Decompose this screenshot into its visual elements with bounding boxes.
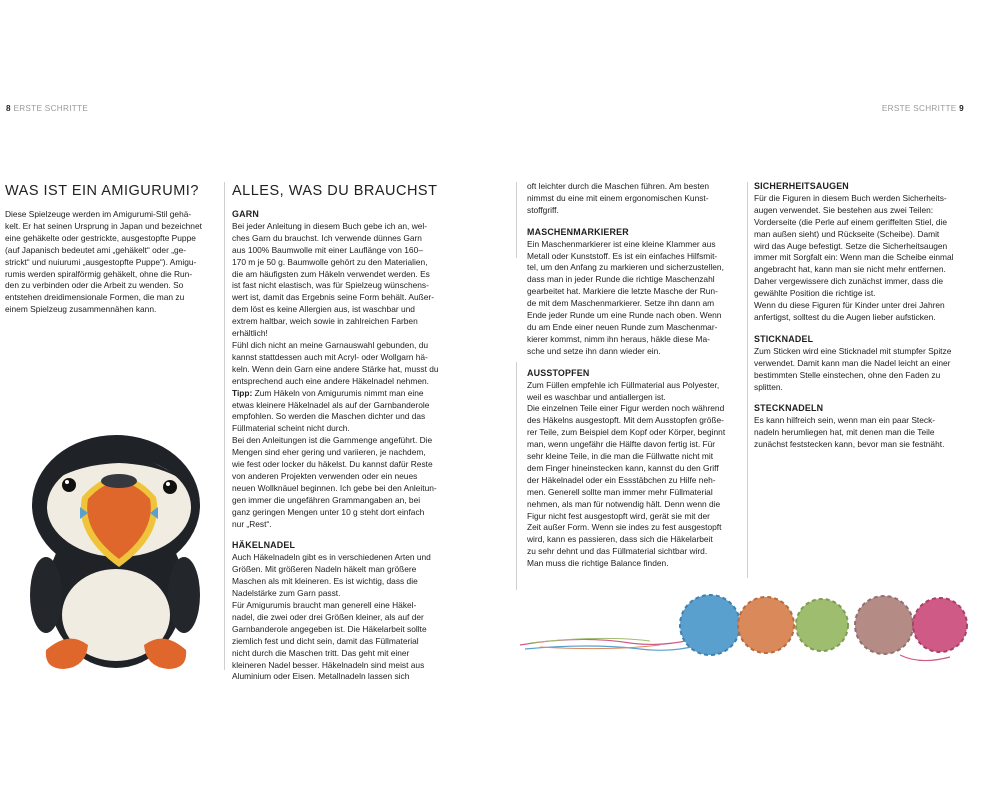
- text-line: weil es waschbar und antiallergen ist.: [527, 391, 666, 402]
- running-head-right: [882, 104, 964, 113]
- text-line: oft leichter durch die Maschen führen. Am besten: [527, 181, 710, 191]
- text-line: nimmst du eine mit einem ergonomischen Kunst-: [527, 192, 709, 203]
- text-line: Daher vergewissere dich zunächst immer, dass die: [754, 276, 943, 287]
- text-line: Vorderseite (die Perle auf einem geriffelten Stiel, die: [754, 216, 948, 227]
- text-line: man, wenn ungefähr die Hälfte davon fertig ist. Für: [527, 439, 716, 450]
- text-line: wert ist, damit das Ergebnis seine Form behält. Außer-: [232, 292, 435, 303]
- text-line: Füllmaterial scheint nicht durch.: [232, 423, 350, 434]
- text-line: Maschen als mit kleineren. Es ist wichtig, dass die: [232, 576, 418, 587]
- text-line: nadel, die zwei oder drei Größen kleiner, als auf der: [232, 611, 424, 622]
- text-line: kelt. Er hat seinen Ursprung in Japan und bezeichnet: [5, 220, 202, 231]
- subheading-ausstopfen: AUSSTOPFEN: [527, 367, 590, 378]
- text-line: (auf Japanisch bedeutet ami „gehäkelt“ oder „ge-: [5, 244, 187, 255]
- tipp-rest: [232, 400, 446, 531]
- section-heading-alles: ALLES, WAS DU BRAUCHST: [232, 183, 438, 199]
- text-line: angebracht hat, kann man sie nicht mehr entfernen.: [754, 264, 946, 275]
- tipp-label: Tipp:: [232, 387, 253, 398]
- text-line: ziemlich fest und dicht sein, damit das Füllmaterial: [232, 635, 419, 646]
- text-line: stoffgriff.: [527, 204, 559, 215]
- text-line: dass man in jeder Runde die richtige Maschenzahl: [527, 274, 715, 285]
- column-divider: [516, 362, 517, 590]
- text-line: Bei jeder Anleitung in diesem Buch gebe ich an, wel-: [232, 220, 428, 231]
- text-line: sehr kleine Teile, in die man die Füllwatte nicht mit: [527, 451, 714, 462]
- text-line: strickt“ und nuiurumi „ausgestopfte Puppe“). Amigu-: [5, 256, 197, 267]
- text-line: Metall oder Kunststoff. Es ist ein einfaches Hilfsmit-: [527, 250, 718, 261]
- subheading-sticknadel: STICKNADEL: [754, 333, 814, 344]
- text-line: immer mit Sorgfalt ein: Wenn man die Scheibe einmal: [754, 252, 954, 263]
- text-line: Ein Maschenmarkierer ist eine kleine Klammer aus: [527, 238, 716, 249]
- text-line: Die einzelnen Teile einer Figur werden noch während: [527, 403, 725, 414]
- text-line: wie fest oder locker du häkelst. Du kannst dafür Reste: [232, 459, 433, 470]
- text-line: Für Amigurumis braucht man generell eine Häkel-: [232, 600, 417, 610]
- text-line: augen verwendet. Sie bestehen aus zwei Teilen:: [754, 204, 934, 215]
- text-line: rer Teile, zum Beispiel dem Kopf oder Körper, beginnt: [527, 427, 726, 438]
- sticknadel-paragraph: [754, 346, 968, 394]
- text-line: zunächst feststecken kann, bevor man sie festnäht.: [754, 439, 945, 450]
- text-line: nicht durch die Maschen tritt. Das geht mit einer: [232, 647, 410, 658]
- tipp-paragraph: [232, 388, 446, 531]
- paragraph-gap: [527, 358, 741, 368]
- stecknadeln-paragraph: [754, 415, 968, 451]
- text-line: kannst stattdessen auch mit Acryl- oder Wollgarn hä-: [232, 351, 428, 362]
- column-alles: [232, 180, 446, 683]
- text-line: zu sehr dehnt und das Füllmaterial sichtbar wird.: [527, 546, 708, 557]
- text-line: wird, kann es passieren, dass sich die Häkelarbeit: [527, 534, 713, 545]
- text-line: entsprechend auch eine andere Häkelnadel nehmen.: [232, 375, 429, 386]
- text-line: dem Finger hineinstecken kann, kannst du den Griff: [527, 462, 719, 473]
- yarn-balls-photo: [520, 585, 980, 685]
- subheading-sicherheitsaugen: SICHERHEITSAUGEN: [754, 181, 849, 191]
- text-line: gen immer die ungefähren Grammangaben an, bei: [232, 494, 421, 505]
- sicherheitsaugen-paragraph: [754, 193, 968, 324]
- text-line: splitten.: [754, 381, 783, 392]
- text-line: einem Spielzeug zusammennähen kann.: [5, 304, 157, 315]
- running-head-left: [6, 104, 88, 113]
- text-line: ist fast nicht elastisch, was für Spielzeug wünschens-: [232, 280, 429, 291]
- column-maschenmarkierer: [527, 181, 741, 570]
- text-line: von anderen Projekten verwenden oder ein neues: [232, 470, 418, 481]
- running-title-left: ERSTE SCHRITTE: [13, 104, 89, 113]
- text-line: den zu verbinden oder die Arbeit zu wenden. So: [5, 280, 184, 291]
- puffin-amigurumi-photo: [24, 425, 214, 675]
- text-line: tel, um den Anfang zu markieren und sicherzustellen,: [527, 262, 724, 273]
- text-line: Zum Füllen empfehle ich Füllmaterial aus Polyester,: [527, 379, 720, 390]
- amigurumi-paragraph: [5, 209, 218, 316]
- ausstopfen-paragraph: [527, 380, 741, 571]
- text-line: neuen Wollknäuel beginnen. Ich gebe bei den Anleitun-: [232, 482, 437, 493]
- text-line: extrem haltbar, weich sowie in zahlreichen Farben: [232, 316, 418, 327]
- text-line: Zum Sticken wird eine Sticknadel mit stumpfer Spitze: [754, 345, 952, 356]
- text-line: nur „Rest“.: [232, 518, 272, 529]
- text-line: dem löst es keine Allergien aus, ist waschbar und: [232, 304, 415, 315]
- column-sicherheitsaugen: [754, 181, 968, 451]
- text-line: Auch Häkelnadeln gibt es in verschiedenen Arten und: [232, 552, 431, 563]
- text-line: Figur nicht fest ausgestopft wird, gerät sie mit der: [527, 510, 710, 521]
- page-number-left: 8: [6, 104, 11, 113]
- text-line: 170 m je 50 g. Baumwolle gehört zu den Materialien,: [232, 256, 428, 267]
- text-line: des Häkelns ausgestopft. Mit dem Ausstopfen größe-: [527, 415, 724, 426]
- text-line: keln. Wenn dein Garn eine andere Stärke hat, musst du: [232, 363, 439, 374]
- text-line: kierer kommst, nimm ihn heraus, häkle diese Ma-: [527, 333, 710, 344]
- text-line: ganz geringen Mengen unter 10 g steht dort einfach: [232, 506, 425, 517]
- text-line: aus 100% Baumwolle mit einer Lauflänge von 160–: [232, 244, 423, 255]
- text-line: Diese Spielzeuge werden im Amigurumi-Stil gehä-: [5, 209, 192, 219]
- text-line: die am häufigsten zum Häkeln verwendet werden. Es: [232, 268, 430, 279]
- column-divider: [747, 182, 748, 578]
- column-divider: [516, 182, 517, 258]
- text-line: Es kann hilfreich sein, wenn man ein paar Steck-: [754, 415, 936, 426]
- paragraph-gap: [754, 324, 968, 334]
- text-line: Ende jeder Runde um eine Runde nach oben. Wenn: [527, 310, 722, 321]
- continued-paragraph: [527, 181, 741, 217]
- text-line: nehmen, als man für notwendig hält. Denn wenn die: [527, 498, 721, 509]
- paragraph-gap: [754, 393, 968, 403]
- subheading-haekelnadel: HÄKELNADEL: [232, 540, 296, 551]
- text-line: Für die Figuren in diesem Buch werden Sicherheits-: [754, 192, 947, 203]
- haekelnadel-paragraph: [232, 552, 446, 683]
- text-line: wird das Auge befestigt. Setze die Sicherheitsaugen: [754, 240, 948, 251]
- paragraph-gap: [527, 217, 741, 227]
- text-line: Zeit außer Form. Wenn sie indes zu fest ausgestopft: [527, 522, 722, 533]
- text-line: du am Ende einer neuen Runde zum Maschenmar-: [527, 321, 718, 332]
- running-title-right: ERSTE SCHRITTE: [881, 104, 957, 113]
- text-line: gearbeitet hat. Markiere die letzte Masche der Run-: [527, 286, 718, 297]
- text-line: gewählte Position die richtige ist.: [754, 288, 876, 299]
- paragraph-gap: [232, 530, 446, 540]
- text-line: rumis werden spiralförmig gehäkelt, ohne die Run-: [5, 268, 193, 279]
- text-line: eine gehäkelte oder gestrickte, ausgestopfte Puppe: [5, 232, 196, 243]
- column-divider: [224, 182, 225, 670]
- text-line: verwendet. Damit kann man die Nadel leicht an einer: [754, 357, 951, 368]
- maschenmarkierer-paragraph: [527, 239, 741, 358]
- text-line: Nadelstärke zum Garn passt.: [232, 588, 341, 599]
- column-amigurumi: [5, 180, 218, 316]
- text-line: entstehen dreidimensionale Formen, die man zu: [5, 292, 185, 303]
- text-line: etwas kleinere Häkelnadel als auf der Garnbanderole: [232, 399, 430, 410]
- text-line: de mit dem Maschenmarkierer. Setze ihn dann am: [527, 298, 715, 309]
- section-heading-amigurumi: WAS IST EIN AMIGURUMI?: [5, 183, 199, 199]
- text-line: Aluminium oder Eisen. Metallnadeln lassen sich: [232, 671, 410, 682]
- text-line: men. Generell sollte man immer mehr Füllmaterial: [527, 486, 713, 497]
- text-line: Garnbanderole angegeben ist. Die Häkelarbeit sollte: [232, 623, 427, 634]
- text-line: nadeln herumliegen hat, mit denen man die Teile: [754, 427, 935, 438]
- text-line: empfohlen. So werden die Maschen dichter und das: [232, 411, 426, 422]
- text-line: anfertigst, solltest du die Augen lieber aufsticken.: [754, 311, 936, 322]
- text-line: man außen sieht) und Rückseite (Scheibe). Damit: [754, 228, 940, 239]
- garn-paragraph: [232, 221, 446, 388]
- page-number-right: 9: [959, 104, 964, 113]
- subheading-maschenmarkierer: MASCHENMARKIERER: [527, 226, 629, 237]
- subheading-stecknadeln: STECKNADELN: [754, 403, 824, 414]
- text-line: Größen. Mit größeren Nadeln häkelt man größere: [232, 564, 417, 575]
- text-line: Man muss die richtige Balance finden.: [527, 558, 669, 569]
- text-line: kleineren Nadel besser. Häkelnadeln sind meist aus: [232, 659, 425, 670]
- text-line: Bei den Anleitungen ist die Garnmenge angeführt. Die: [232, 435, 433, 446]
- tipp-first-line: Zum Häkeln von Amigurumis nimmt man eine: [252, 387, 424, 398]
- text-line: sche und setze ihn dann wieder ein.: [527, 345, 661, 356]
- text-line: Wenn du diese Figuren für Kinder unter drei Jahren: [754, 300, 945, 311]
- subheading-garn: GARN: [232, 209, 259, 219]
- text-line: erhältlich!: [232, 328, 268, 339]
- text-line: Fühl dich nicht an meine Garnauswahl gebunden, du: [232, 339, 429, 350]
- text-line: der Häkelnadel oder ein Essstäbchen zu Hilfe neh-: [527, 474, 716, 485]
- text-line: bestimmten Stelle einstechen, ohne den Faden zu: [754, 369, 941, 380]
- text-line: Mengen sind eher gering und variieren, je nachdem,: [232, 447, 426, 458]
- text-line: ches Garn du brauchst. Ich verwende dünnes Garn: [232, 232, 422, 243]
